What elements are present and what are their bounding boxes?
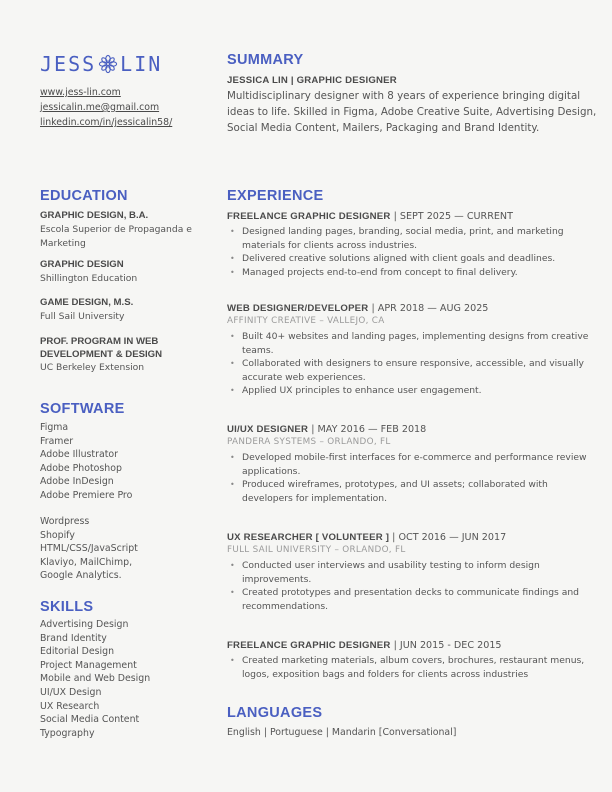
job-entry: [227, 639, 599, 681]
contact-links: [40, 85, 172, 130]
job-bullets: [227, 225, 599, 279]
skill-item: UX Research: [40, 700, 100, 712]
skill-item: Advertising Design: [40, 619, 129, 630]
job-bullet: • Collaborated with designers to ensure responsive, accessible, and visually accurate web experiences.: [227, 357, 599, 384]
software-heading: SOFTWARE: [40, 401, 125, 417]
job-bullet: • Applied UX principles to enhance user engagement.: [227, 384, 599, 398]
job-bullet: • Built 40+ websites and landing pages, implementing designs from creative teams.: [227, 330, 599, 357]
job-bullet: • Created marketing materials, album covers, brochures, restaurant menus, logos, exposition bags and folders for clients across industries: [227, 654, 599, 681]
software-item: Shopify: [40, 529, 75, 541]
languages-heading: LANGUAGES: [227, 705, 323, 721]
school-name: Escola Superior de Propaganda e Marketing: [40, 223, 192, 249]
software-item: Figma: [40, 422, 69, 433]
school-name: UC Berkeley Extension: [40, 362, 145, 373]
job-title: FREELANCE GRAPHIC DESIGNER: [227, 211, 391, 222]
skill-item: Social Media Content: [40, 714, 140, 726]
job-title: WEB DESIGNER/DEVELOPER: [227, 303, 369, 314]
skill-item: Editorial Design: [40, 646, 115, 658]
summary-text: Multidisciplinary designer with 8 years of experience bringing digital ideas to life. Skilled in Figma, Adobe Creative Suite, Advertising Design, Social Media Content, Mailers, Packaging and Brand Identity.: [227, 90, 597, 134]
job-entry: [227, 210, 599, 279]
job-bullet: • Designed landing pages, branding, social media, print, and marketing materials for clients across industries.: [227, 225, 599, 252]
job-bullets: [227, 559, 599, 613]
software-item: Adobe Illustrator: [40, 449, 118, 461]
job-dates: | SEPT 2025 — CURRENT: [393, 211, 513, 222]
job-entry: [227, 531, 599, 613]
software-item: Framer: [40, 435, 74, 447]
job-entry: [227, 302, 599, 398]
degree-title: GAME DESIGN, M.S.: [40, 297, 134, 308]
job-title: UI/UX DESIGNER: [227, 424, 309, 435]
skill-item: UI/UX Design: [40, 686, 102, 698]
school-name: Full Sail University: [40, 310, 125, 322]
software-item: Adobe Photoshop: [40, 462, 122, 474]
job-header: [227, 423, 599, 436]
software-item: Klaviyo, MailChimp,: [40, 556, 133, 568]
software-item: HTML/CSS/JavaScript: [40, 543, 138, 555]
degree-title: PROF. PROGRAM IN WEB DEVELOPMENT & DESIGN: [40, 336, 163, 360]
education-item: [40, 259, 220, 286]
job-dates: | OCT 2016 — JUN 2017: [392, 532, 507, 543]
degree-title: GRAPHIC DESIGN, B.A.: [40, 210, 149, 221]
skill-item: Typography: [40, 727, 95, 739]
skills-heading: SKILLS: [40, 599, 94, 615]
job-dates: | JUN 2015 - DEC 2015: [393, 640, 502, 651]
job-bullets: [227, 654, 599, 681]
linkedin-link[interactable]: linkedin.com/in/jessicalin58/: [40, 117, 173, 128]
website-link[interactable]: www.jess-lin.com: [40, 87, 121, 98]
company-location: FULL SAIL UNIVERSITY – ORLANDO, FL: [227, 545, 406, 555]
name-logo: [40, 52, 162, 76]
job-header: [227, 531, 599, 544]
education-item: [40, 210, 220, 251]
company-location: PANDERA SYSTEMS – ORLANDO, FL: [227, 437, 391, 447]
name-last: LIN: [120, 52, 163, 76]
job-title: UX RESEARCHER [ VOLUNTEER ]: [227, 532, 390, 543]
job-header: [227, 302, 599, 315]
job-bullets: [227, 451, 599, 505]
software-list-web: [40, 515, 138, 583]
skill-item: Project Management: [40, 659, 137, 671]
job-dates: | APR 2018 — AUG 2025: [371, 303, 489, 314]
education-heading: EDUCATION: [40, 188, 128, 204]
job-bullet: • Developed mobile-first interfaces for e-commerce and performance review applications.: [227, 451, 599, 478]
job-bullet: • Produced wireframes, prototypes, and UI assets; collaborated with developers for implementation.: [227, 478, 599, 505]
software-item: Adobe Premiere Pro: [40, 489, 133, 501]
languages-text: English | Portuguese | Mandarin [Conversational]: [227, 727, 457, 738]
summary-subheading: JESSICA LIN | GRAPHIC DESIGNER: [227, 75, 397, 86]
summary-heading: SUMMARY: [227, 52, 304, 68]
education-item: [40, 336, 190, 375]
job-bullets: [227, 330, 599, 398]
job-bullet: • Created prototypes and presentation decks to communicate findings and recommendations.: [227, 586, 599, 613]
name-first: JESS: [40, 52, 97, 76]
skill-item: Mobile and Web Design: [40, 673, 151, 685]
experience-heading: EXPERIENCE: [227, 188, 324, 204]
email-link[interactable]: jessicalin.me@gmail.com: [40, 102, 160, 113]
software-list-primary: [40, 421, 132, 503]
skills-list: [40, 618, 150, 740]
job-dates: | MAY 2016 — FEB 2018: [311, 424, 427, 435]
job-title: FREELANCE GRAPHIC DESIGNER: [227, 640, 391, 651]
company-location: AFFINITY CREATIVE – VALLEJO, CA: [227, 316, 385, 326]
job-header: [227, 210, 599, 223]
software-item: Wordpress: [40, 516, 90, 527]
job-bullet: • Delivered creative solutions aligned with client goals and deadlines.: [227, 252, 599, 266]
education-item: [40, 297, 220, 324]
job-header: [227, 639, 599, 652]
flower-icon: [98, 54, 118, 74]
school-name: Shillington Education: [40, 272, 138, 284]
job-bullet: • Conducted user interviews and usability testing to inform design improvements.: [227, 559, 599, 586]
skill-item: Brand Identity: [40, 632, 107, 644]
job-bullet: • Managed projects end-to-end from concept to final delivery.: [227, 266, 599, 280]
degree-title: GRAPHIC DESIGN: [40, 259, 124, 270]
software-item: Google Analytics.: [40, 570, 122, 582]
job-entry: [227, 423, 599, 505]
software-item: Adobe InDesign: [40, 476, 114, 488]
